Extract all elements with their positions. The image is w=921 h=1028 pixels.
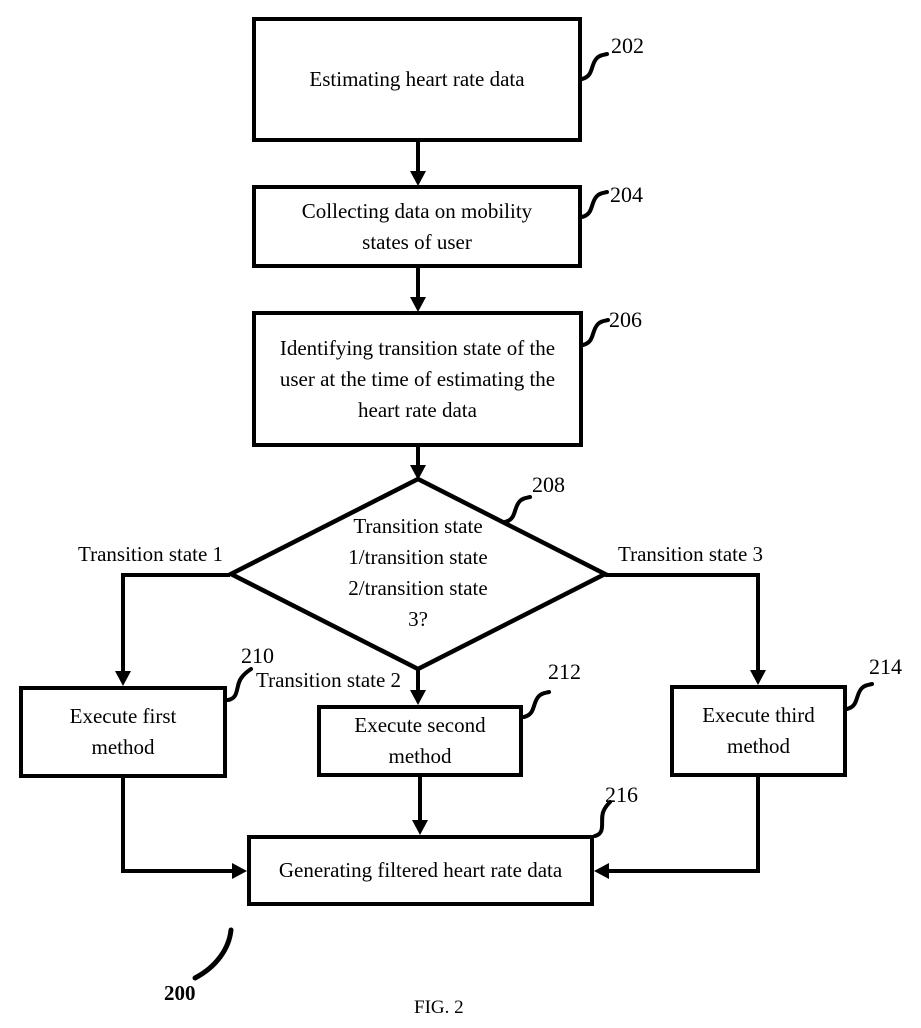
leader-210 bbox=[228, 669, 251, 700]
connector-208-210 bbox=[123, 575, 230, 672]
process-box-label: Identifying transition state of the user at the time of estimating the heart rate data bbox=[279, 335, 556, 422]
process-box-label: Generating filtered heart rate data bbox=[278, 858, 563, 882]
leader-212 bbox=[524, 692, 549, 717]
decision-label: Transition state 1/transition state 2/transition state 3? bbox=[348, 514, 488, 631]
process-box-label: Estimating heart rate data bbox=[309, 67, 525, 91]
decision-diamond-transition-state bbox=[318, 511, 518, 635]
process-box-generating-filtered-data bbox=[247, 835, 594, 906]
leader-214 bbox=[847, 684, 872, 709]
ref-label-216: 216 bbox=[605, 782, 638, 807]
arrowhead-into-214 bbox=[750, 670, 766, 685]
arrowhead-into-212 bbox=[410, 690, 426, 705]
process-box-label: Execute third method bbox=[702, 703, 815, 758]
branch-label-transition-state-2: Transition state 2 bbox=[256, 668, 402, 692]
process-box-execute-first-method bbox=[19, 686, 227, 778]
ref-label-206: 206 bbox=[609, 307, 642, 332]
figure-ref-arc bbox=[195, 930, 231, 978]
branch-label-transition-state-1: Transition state 1 bbox=[78, 542, 224, 566]
ref-label-202: 202 bbox=[611, 33, 644, 58]
arrowhead-into-216-top bbox=[412, 820, 428, 835]
process-box-execute-third-method bbox=[670, 685, 847, 777]
arrowhead-into-216-left bbox=[232, 863, 247, 879]
leader-206 bbox=[583, 320, 608, 345]
process-box-label: Collecting data on mobility states of user bbox=[301, 198, 533, 254]
leader-216 bbox=[595, 802, 610, 836]
process-box-label: Execute first method bbox=[69, 704, 177, 759]
arrowhead-into-204 bbox=[410, 171, 426, 186]
ref-label-208: 208 bbox=[532, 472, 565, 497]
process-box-estimating-heart-rate bbox=[252, 17, 582, 142]
connector-210-216 bbox=[123, 778, 233, 871]
arrowhead-into-216-right bbox=[594, 863, 609, 879]
ref-label-204: 204 bbox=[610, 182, 643, 207]
ref-label-212: 212 bbox=[548, 659, 581, 684]
figure-ref-label: 200 bbox=[164, 981, 196, 1005]
leader-202 bbox=[582, 54, 607, 79]
branch-label-transition-state-3: Transition state 3 bbox=[618, 542, 764, 566]
process-box-identifying-transition-state bbox=[252, 311, 583, 447]
process-box-label: Execute second method bbox=[354, 713, 486, 768]
ref-label-214: 214 bbox=[869, 654, 902, 679]
arrowhead-into-206 bbox=[410, 297, 426, 312]
ref-label-210: 210 bbox=[241, 643, 274, 668]
arrowhead-into-210 bbox=[115, 671, 131, 686]
process-box-collecting-mobility-data bbox=[252, 185, 582, 268]
process-box-execute-second-method bbox=[317, 705, 523, 777]
figure-caption: FIG. 2 bbox=[414, 997, 464, 1018]
connector-208-214 bbox=[605, 575, 758, 671]
leader-204 bbox=[582, 192, 607, 217]
